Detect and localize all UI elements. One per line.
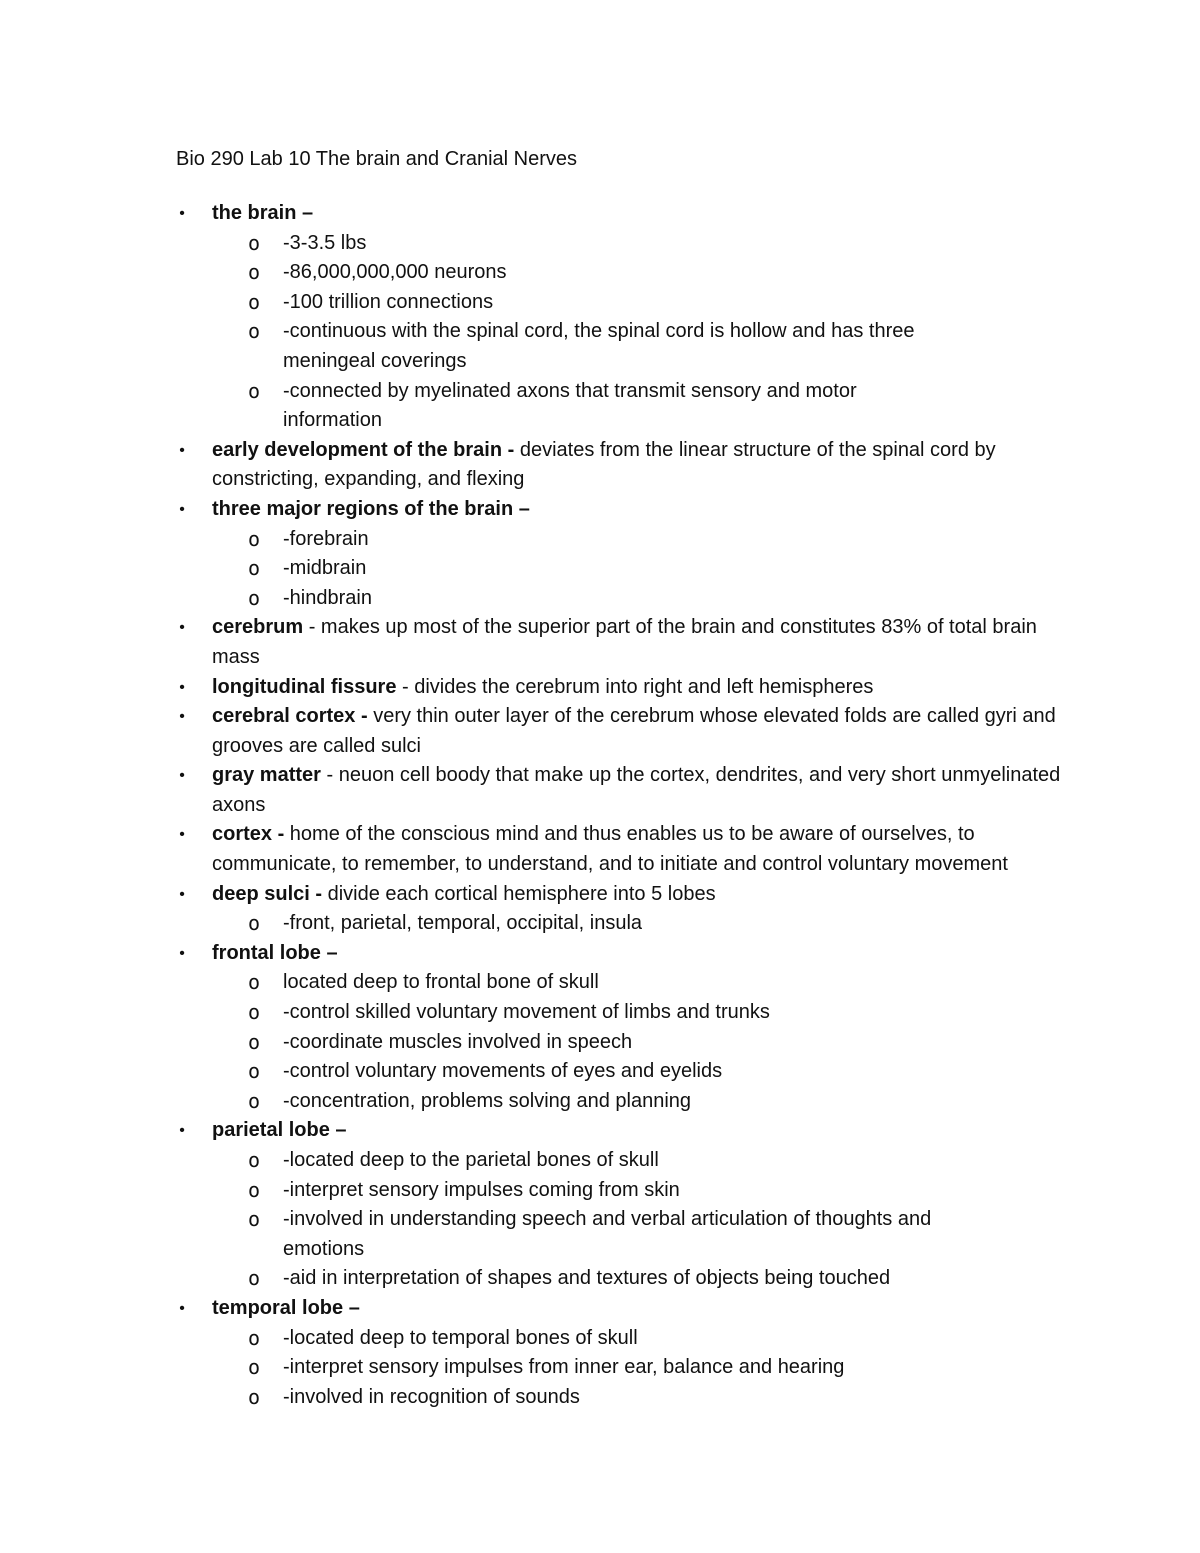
sub-item — [0, 1176, 1080, 1206]
sub-item — [0, 1324, 1080, 1354]
item-description: - makes up most of the superior part of the brain and constitutes 83% of total brain mass — [212, 616, 1037, 668]
item-description: - divides the cerebrum into right and left hemispheres — [396, 675, 874, 698]
item-description: very thin outer layer of the cerebrum whose elevated folds are called gyri and grooves are called sulci — [212, 705, 1056, 757]
sub-item — [0, 554, 1080, 584]
sub-list — [212, 968, 1080, 1116]
sub-item-text: -continuous with the spinal cord, the spinal cord is hollow and has three meningeal coverings — [283, 320, 915, 372]
sub-list — [212, 1324, 1080, 1413]
sub-item-text: -control voluntary movements of eyes and eyelids — [283, 1060, 723, 1083]
sub-item-text: -hindbrain — [283, 586, 372, 609]
circle-bullet-icon: o — [248, 230, 261, 255]
circle-bullet-icon: o — [248, 526, 261, 551]
circle-bullet-icon: o — [248, 1207, 261, 1232]
item-description: divide each cortical hemisphere into 5 lobes — [322, 882, 716, 905]
sub-item-text: -midbrain — [283, 557, 367, 580]
circle-bullet-icon: o — [248, 556, 261, 581]
sub-item-text: located deep to frontal bone of skull — [283, 971, 599, 994]
item-term: gray matter — [212, 764, 321, 787]
sub-item-text: -located deep to the parietal bones of skull — [283, 1149, 659, 1171]
circle-bullet-icon: o — [248, 1355, 261, 1380]
circle-bullet-icon: o — [248, 970, 261, 995]
sub-item — [0, 258, 1080, 288]
sub-item — [0, 229, 1080, 259]
outline-item — [0, 436, 1200, 495]
sub-item-text: -concentration, problems solving and planning — [283, 1089, 692, 1112]
sub-list — [212, 229, 1080, 436]
bullet-icon: • — [179, 944, 185, 962]
item-description: deviates from the linear structure of the spinal cord by constricting, expanding, and flexing — [212, 438, 996, 491]
sub-item-text: -connected by myelinated axons that transmit sensory and motor information — [283, 379, 857, 432]
sub-list — [212, 525, 1080, 614]
sub-item-text: -involved in understanding speech and verbal articulation of thoughts and emotions — [283, 1208, 932, 1260]
bullet-icon: • — [179, 205, 185, 222]
sub-item — [0, 1353, 1080, 1383]
bullet-icon: • — [179, 708, 185, 726]
page-title: Bio 290 Lab 10 The brain and Cranial Nerves — [176, 148, 577, 170]
bullet-icon: • — [179, 767, 185, 785]
outline-item — [0, 1116, 1200, 1294]
outline-item — [0, 613, 1200, 672]
circle-bullet-icon: o — [248, 1088, 261, 1113]
item-term: parietal lobe – — [212, 1119, 347, 1142]
outline-item — [0, 761, 1200, 820]
item-term: cerebrum — [212, 616, 304, 639]
circle-bullet-icon: o — [248, 1000, 261, 1025]
outline-item — [0, 495, 1200, 613]
sub-item-text: -involved in recognition of sounds — [283, 1385, 580, 1408]
item-term: early development of the brain - — [212, 438, 515, 461]
bullet-icon: • — [179, 1122, 185, 1140]
bullet-icon: • — [179, 885, 185, 903]
circle-bullet-icon: o — [248, 1148, 261, 1172]
bullet-icon: • — [179, 1299, 185, 1317]
bullet-icon: • — [179, 619, 185, 637]
sub-item — [0, 968, 1080, 998]
circle-bullet-icon: o — [248, 1177, 261, 1202]
sub-item — [0, 1028, 1080, 1058]
circle-bullet-icon: o — [248, 585, 261, 610]
circle-bullet-icon: o — [248, 1325, 261, 1350]
sub-item — [0, 1205, 1080, 1264]
sub-item — [0, 1057, 1080, 1087]
circle-bullet-icon: o — [248, 378, 261, 403]
circle-bullet-icon: o — [248, 911, 261, 936]
circle-bullet-icon: o — [248, 1266, 261, 1291]
outline-item — [0, 199, 1200, 436]
outline-item — [0, 673, 1200, 703]
outline-item — [0, 939, 1200, 1117]
sub-item-text: -located deep to temporal bones of skull — [283, 1326, 638, 1349]
sub-item — [0, 1264, 1080, 1294]
outline-item — [0, 1294, 1200, 1412]
sub-item-text: -forebrain — [283, 527, 369, 550]
sub-item-text: -aid in interpretation of shapes and textures of objects being touched — [283, 1267, 891, 1290]
sub-item-text: -front, parietal, temporal, occipital, insula — [283, 912, 643, 935]
circle-bullet-icon: o — [248, 289, 261, 314]
sub-item — [0, 1146, 1080, 1176]
sub-item-text: -control skilled voluntary movement of limbs and trunks — [283, 1001, 770, 1024]
sub-item — [0, 584, 1080, 614]
sub-item — [0, 909, 1080, 939]
circle-bullet-icon: o — [248, 1029, 261, 1054]
item-term: the brain – — [212, 202, 314, 224]
item-term: cerebral cortex - — [212, 705, 368, 728]
bullet-icon: • — [179, 441, 185, 459]
sub-item — [0, 525, 1080, 555]
bullet-icon: • — [179, 678, 185, 696]
outline-item — [0, 880, 1200, 939]
sub-item — [0, 377, 1080, 436]
sub-item — [0, 317, 1080, 376]
sub-item-text: -100 trillion connections — [283, 290, 494, 313]
sub-item-text: -86,000,000,000 neurons — [283, 261, 507, 284]
sub-item-text: -coordinate muscles involved in speech — [283, 1030, 633, 1053]
sub-item-text: -3-3.5 lbs — [283, 231, 367, 254]
item-description: home of the conscious mind and thus enables us to be aware of ourselves, to communicate, to remember, to understand, and to initiate and control voluntary movement — [212, 823, 1008, 876]
item-term: longitudinal fissure — [212, 675, 397, 698]
circle-bullet-icon: o — [248, 319, 261, 344]
item-description: - neuon cell boody that make up the cortex, dendrites, and very short unmyelinated axons — [212, 764, 1061, 816]
item-term: deep sulci - — [212, 882, 323, 905]
notes-list — [0, 199, 1200, 1412]
sub-item-text: -interpret sensory impulses from inner ear, balance and hearing — [283, 1356, 845, 1379]
sub-item — [0, 1383, 1080, 1413]
sub-list — [212, 1146, 1080, 1294]
sub-item — [0, 1087, 1080, 1117]
item-term: frontal lobe – — [212, 941, 338, 964]
item-term: three major regions of the brain – — [212, 497, 530, 520]
sub-list — [212, 909, 1080, 939]
circle-bullet-icon: o — [248, 1059, 261, 1084]
item-term: temporal lobe – — [212, 1296, 360, 1319]
outline-item — [0, 820, 1200, 879]
outline-item — [0, 702, 1200, 761]
sub-item — [0, 998, 1080, 1028]
bullet-icon: • — [179, 500, 185, 518]
circle-bullet-icon: o — [248, 1384, 261, 1409]
sub-item — [0, 288, 1080, 318]
sub-item-text: -interpret sensory impulses coming from skin — [283, 1178, 680, 1201]
circle-bullet-icon: o — [248, 260, 261, 285]
bullet-icon: • — [179, 826, 185, 844]
item-term: cortex - — [212, 823, 285, 846]
